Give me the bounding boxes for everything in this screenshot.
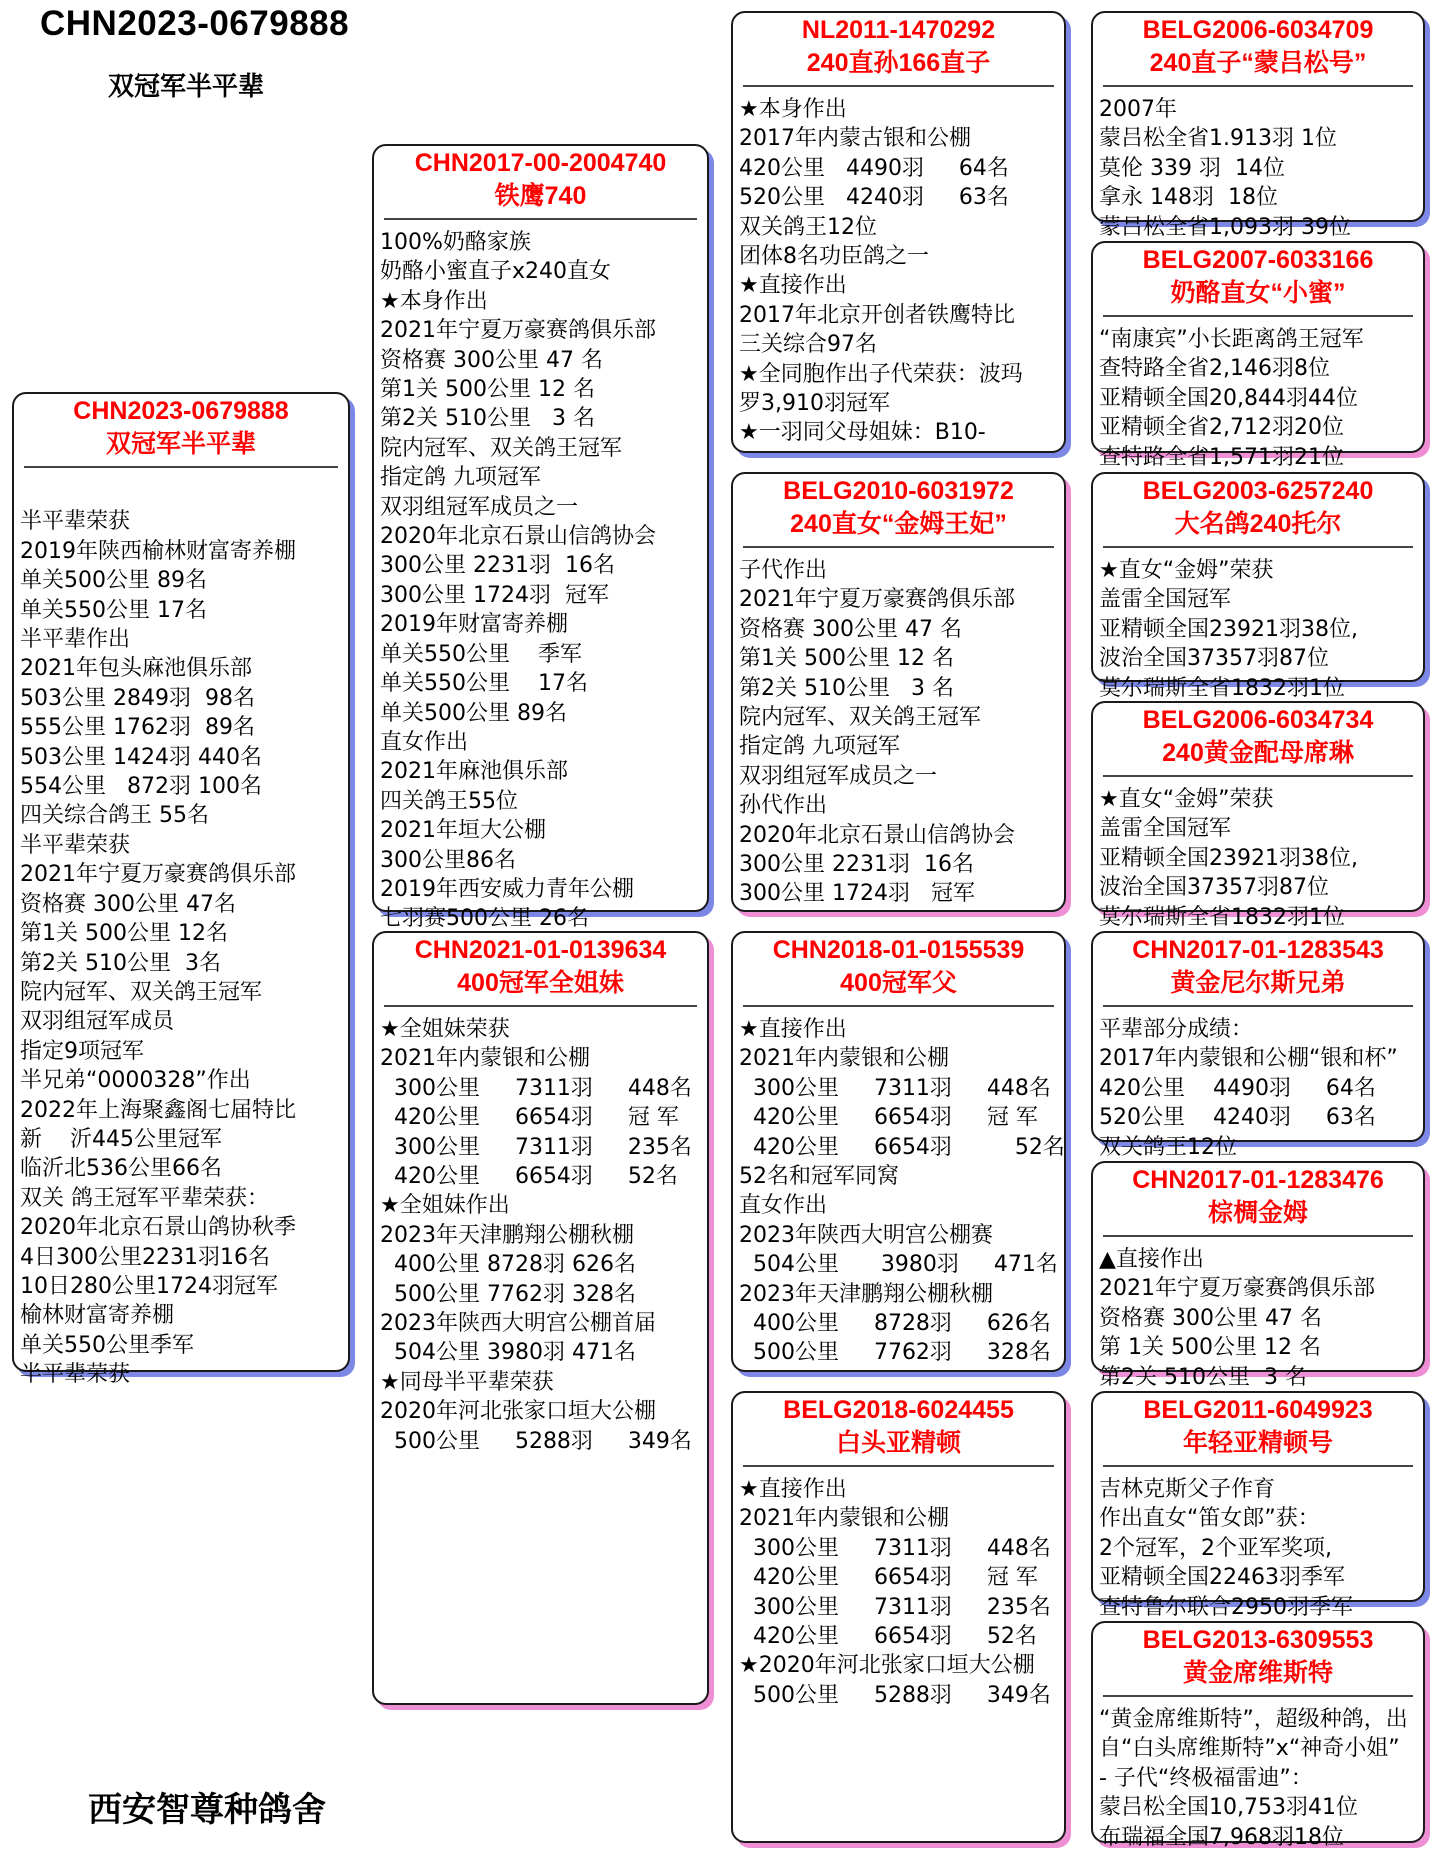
card-line: ★全同胞作出子代荣获：波玛 bbox=[739, 361, 1023, 387]
card-line: 2021年宁夏万豪赛鸽俱乐部 bbox=[739, 587, 1015, 613]
card-dd-sire bbox=[1091, 1391, 1425, 1620]
card-line: 10日280公里1724羽冠军 bbox=[20, 1273, 278, 1299]
card-line: ▲直接作出 bbox=[1099, 1247, 1204, 1272]
card-line: 第1关 500公里 12名 bbox=[20, 921, 228, 947]
card-line: 第2关 510公里 3 名 bbox=[380, 406, 595, 432]
card-line: 莫尔瑞斯全省1832羽1位 bbox=[1099, 904, 1345, 930]
card-sire-dam bbox=[731, 472, 1066, 912]
card-ring-id: NL2011-1470292 bbox=[801, 16, 996, 44]
card-ring-id: BELG2013-6309553 bbox=[1142, 1626, 1374, 1654]
card-line: 盖雷全国冠军 bbox=[1099, 587, 1232, 613]
card-line: 指定9项冠军 bbox=[20, 1038, 144, 1064]
card-name: 大名鸽240托尔 bbox=[1174, 510, 1342, 538]
card-line: 院内冠军、双关鸽王冠军 bbox=[739, 705, 982, 731]
card-ss-sire bbox=[1091, 11, 1425, 240]
card-body bbox=[1093, 1467, 1423, 1622]
card-line bbox=[20, 478, 348, 507]
card-line: 奶酪小蜜直子x240直女 bbox=[380, 259, 612, 285]
card-line: 查特路全省2,146羽8位 bbox=[1099, 356, 1330, 382]
card-line: 自“白头席维斯特”x“神奇小姐” bbox=[1099, 1736, 1400, 1762]
card-ring-id: BELG2018-6024455 bbox=[783, 1396, 1014, 1424]
card-line: 双关 鸽王冠军平辈荣获： bbox=[20, 1185, 269, 1211]
card-subject bbox=[12, 392, 350, 1388]
card-line: 莫伦 339 羽 14位 bbox=[1099, 155, 1285, 181]
card-line: 双羽组冠军成员 bbox=[20, 1009, 175, 1035]
card-name: 240直子“蒙吕松号” bbox=[1149, 49, 1367, 77]
card-line: 半平辈作出 bbox=[20, 627, 131, 653]
card-line: 420公里 6654羽 52名 bbox=[380, 1164, 678, 1190]
card-line: 400公里 8728羽 626名 bbox=[380, 1252, 636, 1278]
card-ring-id: BELG2006-6034709 bbox=[1142, 16, 1374, 44]
card-line: 资格赛 300公里 47 名 bbox=[739, 616, 962, 642]
card-line: ★直接作出 bbox=[739, 1477, 847, 1502]
card-name: 奶酪直女“小蜜” bbox=[1170, 279, 1346, 307]
card-name: 白头亚精顿 bbox=[835, 1429, 961, 1457]
card-line: 500公里 7762羽 328名 bbox=[380, 1281, 636, 1307]
card-ring-id: BELG2006-6034734 bbox=[1142, 706, 1374, 734]
card-line: ★本身作出 bbox=[380, 288, 488, 314]
card-name: 铁鹰740 bbox=[494, 182, 587, 210]
card-line: ★一羽同父母姐妹：B10- bbox=[739, 420, 986, 446]
card-name: 400冠军父 bbox=[840, 969, 957, 997]
card-line: 院内冠军、双关鸽王冠军 bbox=[20, 979, 263, 1005]
card-line: ★直接作出 bbox=[739, 273, 847, 299]
card-line: 2021年内蒙银和公棚 bbox=[739, 1046, 949, 1072]
card-line: 2020年北京石景山信鸽协会 bbox=[739, 822, 1015, 848]
card-body bbox=[14, 468, 348, 1390]
card-line: 单关550公里季军 bbox=[20, 1332, 194, 1358]
card-ring-id: BELG2003-6257240 bbox=[1142, 477, 1374, 505]
card-line: 莫尔瑞斯全省1832羽1位 bbox=[1099, 675, 1345, 701]
card-line: 554公里 872羽 100名 bbox=[20, 774, 262, 800]
card-line: 亚精顿全国22463羽季军 bbox=[1099, 1565, 1345, 1591]
card-line: ★2020年河北张家口垣大公棚 bbox=[739, 1653, 1035, 1679]
card-line: 520公里 4240羽 63名 bbox=[739, 185, 1009, 211]
card-line: 第1关 500公里 12 名 bbox=[739, 646, 954, 672]
card-line: 2021年宁夏万豪赛鸽俱乐部 bbox=[380, 318, 656, 344]
card-line: 查特鲁尔联合2950羽季军 bbox=[1099, 1594, 1353, 1620]
card-line: 500公里 7762羽 328名 bbox=[739, 1340, 1051, 1366]
card-line: 2个冠军，2个亚军奖项, bbox=[1099, 1535, 1332, 1561]
card-line: 2021年内蒙银和公棚 bbox=[739, 1506, 949, 1532]
card-line: 2019年财富寄养棚 bbox=[380, 612, 568, 638]
card-ring-id: CHN2017-01-1283476 bbox=[1132, 1166, 1384, 1194]
card-line: 300公里 7311羽 235名 bbox=[739, 1594, 1051, 1620]
card-line: 半平辈荣获 bbox=[20, 1362, 131, 1388]
card-line: 三关综合97名 bbox=[739, 332, 877, 358]
card-line: 52名和冠军同窝 bbox=[739, 1164, 899, 1190]
card-line: 亚精顿全省2,712羽20位 bbox=[1099, 415, 1344, 441]
card-line: 榆林财富寄养棚 bbox=[20, 1303, 175, 1329]
card-line: 420公里 6654羽 52名 bbox=[739, 1134, 1065, 1160]
card-line: 第2关 510公里 3 名 bbox=[1099, 1364, 1307, 1390]
card-line: 555公里 1762羽 89名 bbox=[20, 715, 255, 741]
card-name: 年轻亚精顿号 bbox=[1182, 1429, 1333, 1457]
card-name: 240直女“金姆王妃” bbox=[790, 510, 1007, 538]
card-body bbox=[733, 87, 1064, 448]
card-line: 直女作出 bbox=[739, 1193, 828, 1219]
card-line: 400公里 8728羽 626名 bbox=[739, 1311, 1051, 1337]
card-line: 2017年内蒙古银和公棚 bbox=[739, 126, 971, 152]
card-line: 2017年北京开创者铁鹰特比 bbox=[739, 302, 1015, 328]
card-line: 520公里 4240羽 63名 bbox=[1099, 1105, 1376, 1131]
card-line: 100%奶酪家族 bbox=[380, 230, 531, 255]
card-line: 2020年北京石景山鸽协秋季 bbox=[20, 1215, 296, 1241]
card-line: 吉林克斯父子作育 bbox=[1099, 1477, 1276, 1502]
card-ring-id: BELG2007-6033166 bbox=[1142, 246, 1374, 274]
card-name: 240直孙166直子 bbox=[806, 49, 991, 77]
card-body bbox=[733, 1467, 1064, 1710]
card-body bbox=[374, 220, 707, 934]
card-line: 资格赛 300公里 47名 bbox=[20, 891, 236, 917]
card-line: 单关550公里 17名 bbox=[380, 671, 588, 697]
card-ring-id: BELG2011-6049923 bbox=[1143, 1396, 1373, 1424]
card-body bbox=[1093, 777, 1423, 932]
card-line: 单关550公里 季军 bbox=[380, 641, 582, 667]
card-line: ★直女“金姆”荣获 bbox=[1099, 787, 1274, 812]
card-line: 2021年宁夏万豪赛鸽俱乐部 bbox=[1099, 1276, 1375, 1302]
card-line: 七羽赛500公里 26名 bbox=[380, 906, 589, 932]
card-line: 罗3,910羽冠军 bbox=[739, 391, 890, 417]
card-dam-dam bbox=[731, 1391, 1066, 1843]
card-ring-id: CHN2017-00-2004740 bbox=[414, 149, 667, 177]
card-line: 2020年河北张家口垣大公棚 bbox=[380, 1399, 656, 1425]
card-sire-sire bbox=[731, 11, 1066, 453]
footer-loft-name: 西安智尊种鸽舍 bbox=[88, 1790, 326, 1830]
card-line: 300公里86名 bbox=[380, 847, 516, 873]
card-line: 双羽组冠军成员之一 bbox=[380, 494, 579, 520]
card-line: 2023年天津鹏翔公棚秋棚 bbox=[380, 1222, 634, 1248]
card-sire bbox=[372, 144, 709, 932]
card-line: 蒙吕松全国10,753羽41位 bbox=[1099, 1795, 1358, 1821]
card-body bbox=[1093, 1697, 1423, 1852]
card-line: 资格赛 300公里 47 名 bbox=[380, 347, 603, 373]
card-line: 503公里 2849羽 98名 bbox=[20, 685, 255, 711]
card-line: 420公里 6654羽 冠 军 bbox=[380, 1105, 679, 1131]
card-ds-sire bbox=[1091, 931, 1425, 1160]
card-line: 2021年麻池俱乐部 bbox=[380, 759, 568, 785]
card-line: 指定鸽 九项冠军 bbox=[380, 465, 541, 491]
card-body bbox=[1093, 1237, 1423, 1392]
card-line: 2023年陕西大明宫公棚赛 bbox=[739, 1222, 993, 1248]
card-line: 2021年包头麻池俱乐部 bbox=[20, 656, 252, 682]
card-line: 半平辈荣获 bbox=[20, 509, 131, 535]
card-line: 团体8名功臣鸽之一 bbox=[739, 244, 929, 270]
card-line: ★同母半平辈荣获 bbox=[380, 1369, 554, 1395]
card-body bbox=[1093, 317, 1423, 472]
card-line: 单关500公里 89名 bbox=[20, 568, 207, 594]
card-line: 双关鸽王12位 bbox=[1099, 1134, 1237, 1160]
header-subtitle: 双冠军半平辈 bbox=[108, 72, 265, 102]
card-line: 2023年天津鹏翔公棚秋棚 bbox=[739, 1281, 993, 1307]
card-line: 蒙吕松全省1,093羽 39位 bbox=[1099, 214, 1351, 240]
card-line: 2023年陕西大明宫公棚首届 bbox=[380, 1311, 656, 1337]
card-line: 2022年上海聚鑫阁七届特比 bbox=[20, 1097, 296, 1123]
card-line: 2021年垣大公棚 bbox=[380, 818, 546, 844]
card-line: 双羽组冠军成员之一 bbox=[739, 763, 938, 789]
card-name: 黄金尼尔斯兄弟 bbox=[1170, 969, 1346, 997]
card-line: 420公里 6654羽 冠 军 bbox=[739, 1565, 1038, 1591]
card-line: 2019年西安威力青年公棚 bbox=[380, 876, 634, 902]
card-line: 单关500公里 89名 bbox=[380, 700, 567, 726]
card-name: 棕椆金姆 bbox=[1207, 1199, 1308, 1227]
card-line: 拿永 148羽 18位 bbox=[1099, 185, 1278, 211]
card-line: “南康宾”小长距离鸽王冠军 bbox=[1099, 327, 1364, 352]
card-ss-dam bbox=[1091, 241, 1425, 470]
card-line: ★直接作出 bbox=[739, 1017, 847, 1042]
card-line: 蒙吕松全省1.913羽 1位 bbox=[1099, 126, 1337, 152]
card-name: 400冠军全姐妹 bbox=[457, 969, 624, 997]
card-line: 半平辈荣获 bbox=[20, 832, 131, 858]
card-body bbox=[733, 1007, 1064, 1368]
card-line: - 子代“终极福雷迪”： bbox=[1099, 1765, 1313, 1791]
card-line: 4日300公里2231羽16名 bbox=[20, 1244, 270, 1270]
card-line: 第1关 500公里 12 名 bbox=[380, 377, 595, 403]
card-line: ★直女“金姆”荣获 bbox=[1099, 558, 1274, 583]
card-line: 子代作出 bbox=[739, 558, 828, 583]
card-sd-sire bbox=[1091, 472, 1425, 701]
card-line: 500公里 5288羽 349名 bbox=[380, 1428, 692, 1454]
card-line: 亚精顿全国23921羽38位, bbox=[1099, 616, 1358, 642]
card-line: 2021年宁夏万豪赛鸽俱乐部 bbox=[20, 862, 296, 888]
card-ds-dam bbox=[1091, 1161, 1425, 1390]
card-line: 指定鸽 九项冠军 bbox=[739, 734, 900, 760]
header-ring-id: CHN2023-0679888 bbox=[40, 4, 350, 43]
card-line: 作出直女“笛女郎”获： bbox=[1099, 1506, 1320, 1532]
card-line: 半兄弟“0000328”作出 bbox=[20, 1068, 251, 1094]
card-line: 504公里 3980羽 471名 bbox=[380, 1340, 636, 1366]
card-line: 2019年陕西榆林财富寄养棚 bbox=[20, 538, 296, 564]
card-name: 黄金席维斯特 bbox=[1182, 1659, 1333, 1687]
card-line: 第 1关 500公里 12 名 bbox=[1099, 1335, 1321, 1361]
card-line: 直女作出 bbox=[380, 729, 469, 755]
card-line: 300公里 1724羽 冠军 bbox=[739, 881, 975, 907]
card-ring-id: CHN2023-0679888 bbox=[73, 397, 289, 425]
card-body bbox=[1093, 1007, 1423, 1162]
card-ring-id: BELG2010-6031972 bbox=[783, 477, 1014, 505]
card-line: 2021年内蒙银和公棚 bbox=[380, 1046, 590, 1072]
card-line: ★全姐妹作出 bbox=[380, 1193, 510, 1219]
card-body bbox=[733, 548, 1064, 909]
card-line: 查特路全省1,571羽21位 bbox=[1099, 444, 1344, 470]
card-line: 亚精顿全国23921羽38位, bbox=[1099, 845, 1358, 871]
card-line: 亚精顿全国20,844羽44位 bbox=[1099, 385, 1358, 411]
card-line: 420公里 6654羽 冠 军 bbox=[739, 1105, 1038, 1131]
card-line: 500公里 5288羽 349名 bbox=[739, 1682, 1051, 1708]
card-line: 双关鸽王12位 bbox=[739, 214, 877, 240]
card-ring-id: CHN2017-01-1283543 bbox=[1132, 936, 1384, 964]
card-line: 503公里 1424羽 440名 bbox=[20, 744, 262, 770]
card-name: 双冠军半平辈 bbox=[105, 430, 256, 458]
card-line: 临沂北536公里66名 bbox=[20, 1156, 222, 1182]
card-line: 300公里 7311羽 235名 bbox=[380, 1134, 692, 1160]
card-line: 2007年 bbox=[1099, 97, 1177, 122]
card-body bbox=[1093, 548, 1423, 703]
card-body bbox=[374, 1007, 707, 1456]
card-line: 504公里 3980羽 471名 bbox=[739, 1252, 1058, 1278]
card-ring-id: CHN2018-01-0155539 bbox=[772, 936, 1025, 964]
card-line: 第2关 510公里 3名 bbox=[20, 950, 221, 976]
card-name: 240黄金配母席琳 bbox=[1162, 739, 1354, 767]
card-line: 波治全国37357羽87位 bbox=[1099, 646, 1329, 672]
card-line: 盖雷全国冠军 bbox=[1099, 816, 1232, 842]
card-line: 布瑞福全国7,968羽18位 bbox=[1099, 1824, 1344, 1850]
card-line: “黄金席维斯特”，超级种鸽，出 bbox=[1099, 1707, 1408, 1732]
card-line: 300公里 2231羽 16名 bbox=[380, 553, 615, 579]
card-line: 2020年北京石景山信鸽协会 bbox=[380, 524, 656, 550]
card-line: 四关鸽王55位 bbox=[380, 788, 518, 814]
card-line: 420公里 6654羽 52名 bbox=[739, 1624, 1037, 1650]
card-line: 孙代作出 bbox=[739, 793, 828, 819]
card-line: 四关综合鸽王 55名 bbox=[20, 803, 209, 829]
card-dam bbox=[372, 931, 709, 1705]
card-line: 300公里 7311羽 448名 bbox=[739, 1535, 1051, 1561]
card-line: 单关550公里 17名 bbox=[20, 597, 207, 623]
card-line: 2017年内蒙银和公棚“银和杯” bbox=[1099, 1046, 1398, 1072]
card-line: 第2关 510公里 3 名 bbox=[739, 675, 954, 701]
card-line: 新 沂445公里冠军 bbox=[20, 1126, 222, 1152]
card-line: 300公里 7311羽 448名 bbox=[739, 1075, 1051, 1101]
card-line: 300公里 2231羽 16名 bbox=[739, 852, 974, 878]
card-line: 300公里 7311羽 448名 bbox=[380, 1075, 692, 1101]
card-line: 300公里 1724羽 冠军 bbox=[380, 582, 609, 608]
card-line: 420公里 4490羽 64名 bbox=[1099, 1075, 1376, 1101]
card-line: 资格赛 300公里 47 名 bbox=[1099, 1305, 1322, 1331]
card-line: 波治全国37357羽87位 bbox=[1099, 875, 1329, 901]
card-dd-dam bbox=[1091, 1621, 1425, 1850]
card-sd-dam bbox=[1091, 701, 1425, 930]
card-line: ★本身作出 bbox=[739, 97, 847, 122]
card-body bbox=[1093, 87, 1423, 242]
card-line: 420公里 4490羽 64名 bbox=[739, 155, 1009, 181]
card-ring-id: CHN2021-01-0139634 bbox=[414, 936, 667, 964]
card-line: ★全姐妹荣获 bbox=[380, 1017, 510, 1042]
card-line: 平辈部分成绩： bbox=[1099, 1017, 1254, 1042]
card-line: 院内冠军、双关鸽王冠军 bbox=[380, 435, 623, 461]
card-dam-sire bbox=[731, 931, 1066, 1372]
